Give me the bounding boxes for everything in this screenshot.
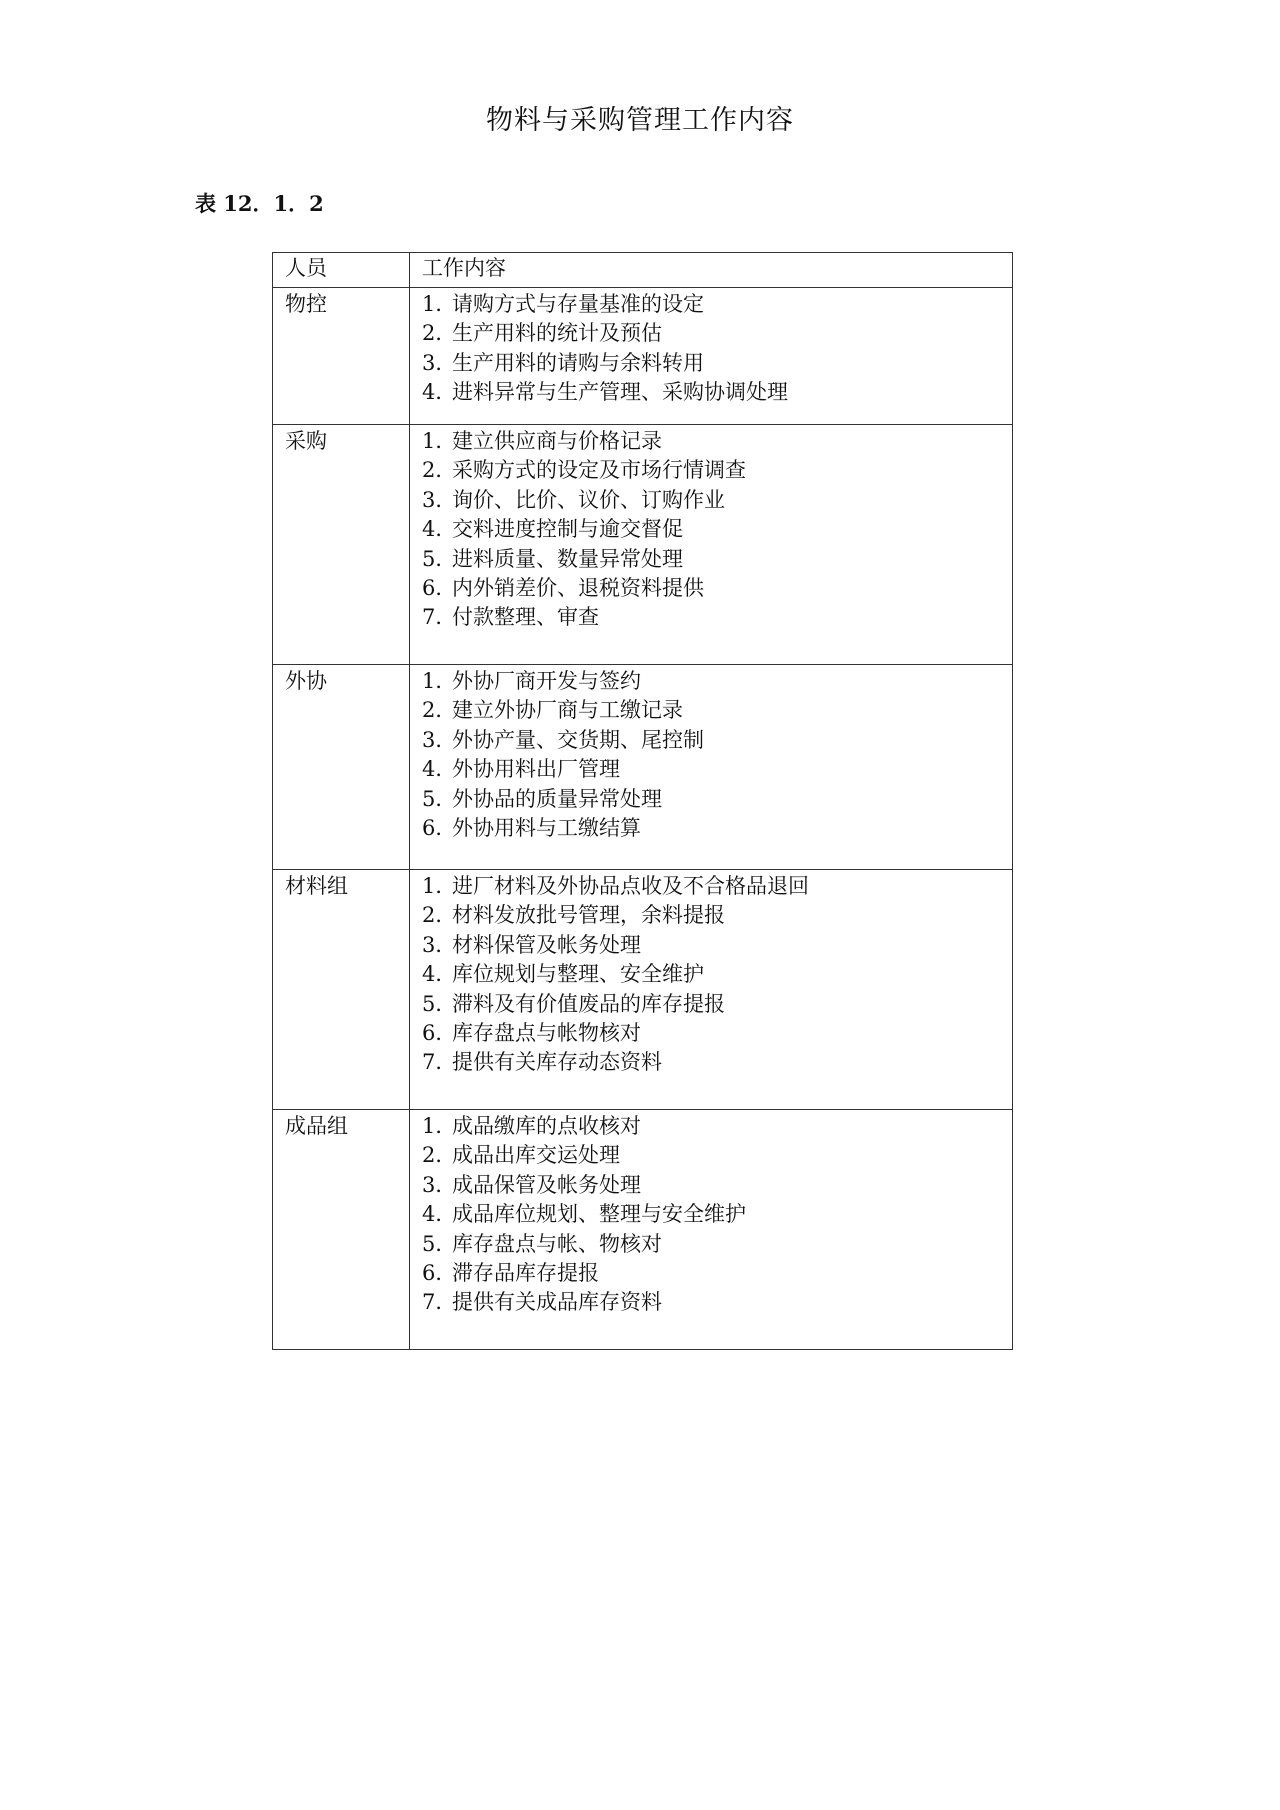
item-text: 库存盘点与帐、物核对 [452,1231,662,1256]
header-cell-role: 人员 [273,253,410,288]
list-item [422,1288,1012,1317]
list-item [422,1141,1012,1170]
duties-cell [410,665,1013,870]
role-cell: 采购 [273,425,410,665]
list-item [422,667,1012,696]
list-item [422,1259,1012,1288]
list-item [422,1171,1012,1200]
item-text: 询价、比价、议价、订购作业 [452,487,725,512]
table-row [273,1110,1013,1350]
list-item [422,456,1012,485]
item-text: 提供有关库存动态资料 [452,1050,662,1075]
duty-list [422,872,1012,1078]
item-number: 3． [422,932,457,957]
table-row [273,665,1013,870]
table-row [273,425,1013,665]
list-item [422,545,1012,574]
list-item [422,726,1012,755]
item-text: 生产用料的统计及预估 [452,321,662,346]
list-item [422,1019,1012,1048]
item-text: 外协用料出厂管理 [452,757,620,782]
item-number: 6． [422,1261,457,1286]
duties-cell [410,870,1013,1110]
role-cell: 物控 [273,288,410,425]
item-text: 成品出库交运处理 [452,1143,620,1168]
item-number: 3． [422,350,457,375]
list-item [422,290,1012,319]
item-number: 1． [422,669,457,693]
duties-cell [410,288,1013,425]
item-text: 建立外协厂商与工缴记录 [452,698,683,723]
item-text: 内外销差价、退税资料提供 [452,576,704,601]
item-number: 1． [422,429,457,453]
item-number: 4． [422,757,457,782]
item-number: 7． [422,1050,457,1075]
list-item [422,1230,1012,1259]
item-text: 付款整理、审查 [452,605,599,630]
item-number: 4． [422,517,457,542]
item-number: 5． [422,786,457,811]
list-item [422,1112,1012,1141]
list-item [422,755,1012,784]
duties-cell [410,1110,1013,1350]
list-item [422,349,1012,378]
item-text: 生产用料的请购与余料转用 [452,350,704,375]
item-number: 3． [422,1172,457,1197]
item-text: 滞料及有价值废品的库存提报 [452,991,725,1016]
list-item [422,378,1012,407]
item-number: 3． [422,727,457,752]
item-number: 7． [422,1290,457,1315]
item-text: 材料保管及帐务处理 [452,932,641,957]
duty-list [422,427,1012,633]
list-item [422,427,1012,456]
list-item [422,574,1012,603]
item-text: 提供有关成品库存资料 [452,1290,662,1315]
item-text: 成品保管及帐务处理 [452,1172,641,1197]
item-text: 成品缴库的点收核对 [452,1114,641,1138]
item-text: 外协品的质量异常处理 [452,786,662,811]
list-item [422,901,1012,930]
item-number: 5． [422,546,457,571]
header-cell-content: 工作内容 [410,253,1013,288]
item-text: 采购方式的设定及市场行情调查 [452,458,746,483]
item-number: 4． [422,962,457,987]
item-text: 进料异常与生产管理、采购协调处理 [452,380,788,405]
list-item [422,696,1012,725]
item-number: 6． [422,1021,457,1046]
item-number: 5． [422,991,457,1016]
item-number: 2． [422,1143,457,1168]
role-cell: 材料组 [273,870,410,1110]
list-item [422,960,1012,989]
duty-list [422,667,1012,843]
table-row [273,870,1013,1110]
table-body [273,253,1013,1350]
item-text: 进料质量、数量异常处理 [452,546,683,571]
item-number: 2． [422,698,457,723]
page-title: 物料与采购管理工作内容 [486,105,794,136]
table-caption: 表 12．1．2 [195,191,324,216]
duty-list [422,290,1012,408]
list-item [422,603,1012,632]
item-text: 外协产量、交货期、尾控制 [452,727,704,752]
item-text: 外协厂商开发与签约 [452,669,641,693]
table-header-row [273,253,1013,288]
item-text: 进厂材料及外协品点收及不合格品退回 [452,874,809,898]
list-item [422,1048,1012,1077]
item-number: 5． [422,1231,457,1256]
item-number: 1． [422,1114,457,1138]
item-text: 成品库位规划、整理与安全维护 [452,1202,746,1227]
item-text: 滞存品库存提报 [452,1261,599,1286]
list-item [422,515,1012,544]
role-cell: 外协 [273,665,410,870]
item-text: 建立供应商与价格记录 [452,429,662,453]
duty-list [422,1112,1012,1318]
item-text: 库位规划与整理、安全维护 [452,962,704,987]
item-number: 2． [422,321,457,346]
list-item [422,319,1012,348]
item-number: 1． [422,292,457,316]
table-row [273,288,1013,425]
item-text: 请购方式与存量基准的设定 [452,292,704,316]
role-cell: 成品组 [273,1110,410,1350]
item-number: 4． [422,1202,457,1227]
item-number: 1． [422,874,457,898]
list-item [422,931,1012,960]
list-item [422,486,1012,515]
list-item [422,1200,1012,1229]
item-number: 4． [422,380,457,405]
item-number: 3． [422,487,457,512]
item-text: 库存盘点与帐物核对 [452,1021,641,1046]
item-text: 外协用料与工缴结算 [452,816,641,841]
work-content-table [272,252,1013,1350]
item-number: 6． [422,816,457,841]
list-item [422,990,1012,1019]
item-number: 2． [422,458,457,483]
list-item [422,872,1012,901]
item-number: 6． [422,576,457,601]
item-text: 交料进度控制与逾交督促 [452,517,683,542]
item-text: 材料发放批号管理，余料提报 [452,903,725,928]
duties-cell [410,425,1013,665]
list-item [422,785,1012,814]
item-number: 7． [422,605,457,630]
list-item [422,814,1012,843]
item-number: 2． [422,903,457,928]
